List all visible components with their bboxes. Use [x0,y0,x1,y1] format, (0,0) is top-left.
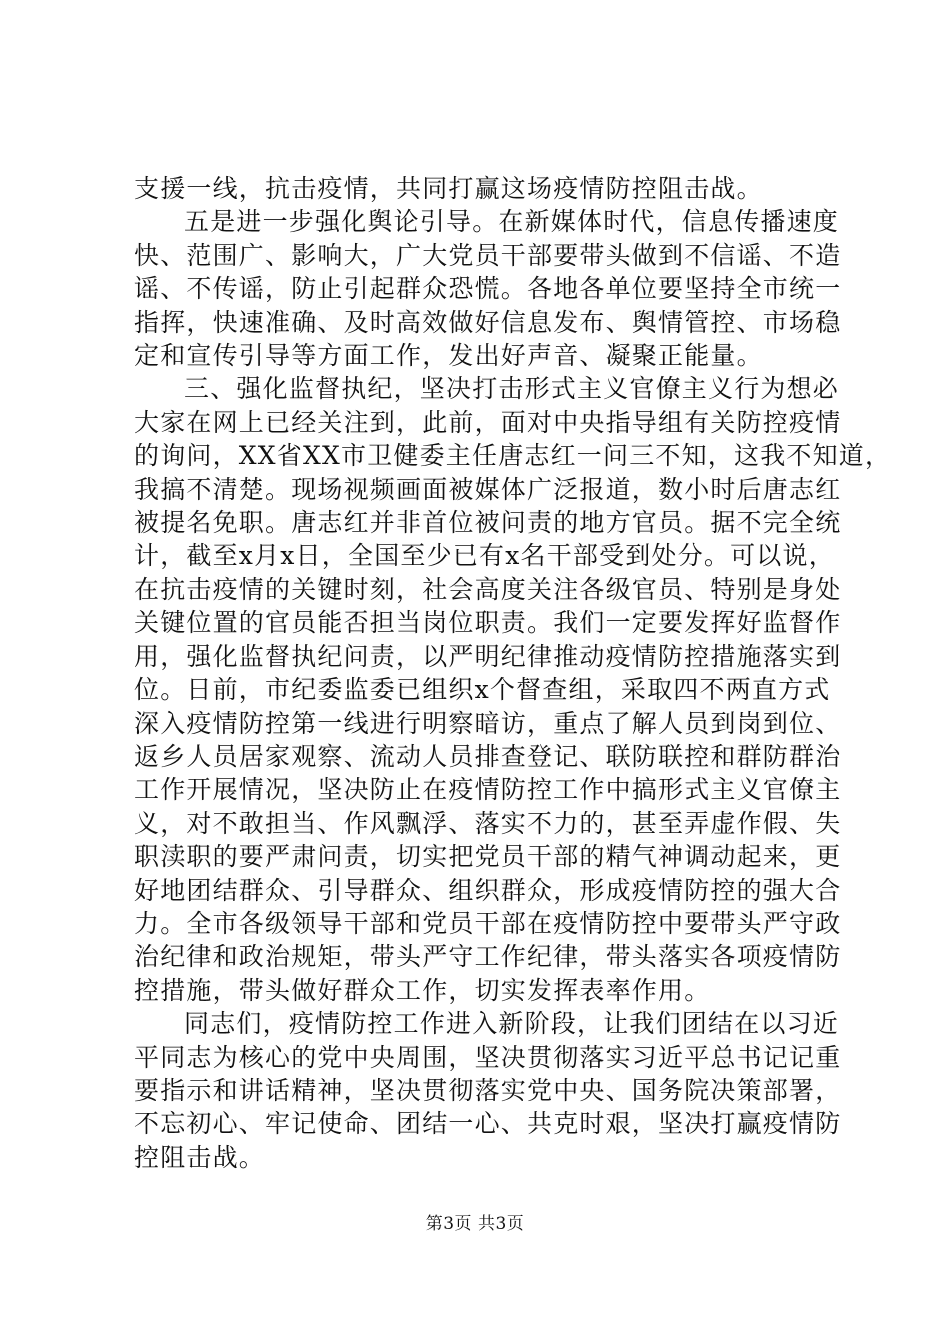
paragraph-first-line: 同志们，疫情防控工作进入新阶段，让我们团结在以习近 [184,1009,840,1039]
paragraph-first-line: 五是进一步强化舆论引导。在新媒体时代，信息传播速度 [184,207,840,237]
text-line: 用，强化监督执纪问责，以严明纪律推动疫情防控措施落实到 [134,641,842,671]
text-line: 我搞不清楚。现场视频画面被媒体广泛报道，数小时后唐志红 [134,474,842,504]
text-line: 谣、不传谣，防止引起群众恐慌。各地各单位要坚持全市统一 [134,274,842,304]
text-line: 控措施，带头做好群众工作，切实发挥表率作用。 [134,975,711,1005]
text-line: 计，截至x月x日，全国至少已有x名干部受到处分。可以说， [134,541,835,571]
text-line: 不忘初心、牢记使命、团结一心、共克时艰，坚决打赢疫情防 [134,1109,842,1139]
text-line: 义，对不敢担当、作风飘浮、落实不力的，甚至弄虚作假、失 [134,808,842,838]
text-line: 大家在网上已经关注到，此前，面对中央指导组有关防控疫情 [134,407,842,437]
text-line: 被提名免职。唐志红并非首位被问责的地方官员。据不完全统 [134,508,842,538]
text-line: 控阻击战。 [134,1142,266,1172]
text-line: 好地团结群众、引导群众、组织群众，形成疫情防控的强大合 [134,875,842,905]
paragraph-first-line: 三、强化监督执纪，坚决打击形式主义官僚主义行为想必 [184,374,840,404]
text-line: 位。日前，市纪委监委已组织x个督查组，采取四不两直方式 [134,675,831,705]
document-body [134,172,892,1174]
text-line: 治纪律和政治规矩，带头严守工作纪律，带头落实各项疫情防 [134,942,842,972]
text-line: 返乡人员居家观察、流动人员排查登记、联防联控和群防群治 [134,741,842,771]
text-line: 定和宣传引导等方面工作，发出好声音、凝聚正能量。 [134,341,763,371]
text-line: 深入疫情防控第一线进行明察暗访，重点了解人员到岗到位、 [134,708,842,738]
text-line: 快、范围广、影响大，广大党员干部要带头做到不信谣、不造 [134,240,842,270]
text-line: 关键位置的官员能否担当岗位职责。我们一定要发挥好监督作 [134,608,842,638]
text-line: 指挥，快速准确、及时高效做好信息发布、舆情管控、市场稳 [134,307,842,337]
text-line: 要指示和讲话精神，坚决贯彻落实党中央、国务院决策部署， [134,1075,842,1105]
page-footer: 第3页 共3页 [425,1214,525,1234]
text-line: 平同志为核心的党中央周围，坚决贯彻落实习近平总书记记重 [134,1042,842,1072]
text-line: 的询问，XX省XX市卫健委主任唐志红一问三不知，这我不知道， [134,441,892,471]
text-line: 职渎职的要严肃问责，切实把党员干部的精气神调动起来，更 [134,842,842,872]
text-line: 工作开展情况，坚决防止在疫情防控工作中搞形式主义官僚主 [134,775,842,805]
text-line: 在抗击疫情的关键时刻，社会高度关注各级官员、特别是身处 [134,574,842,604]
text-line: 力。全市各级领导干部和党员干部在疫情防控中要带头严守政 [134,908,842,938]
text-line: 支援一线，抗击疫情，共同打赢这场疫情防控阻击战。 [134,174,763,203]
